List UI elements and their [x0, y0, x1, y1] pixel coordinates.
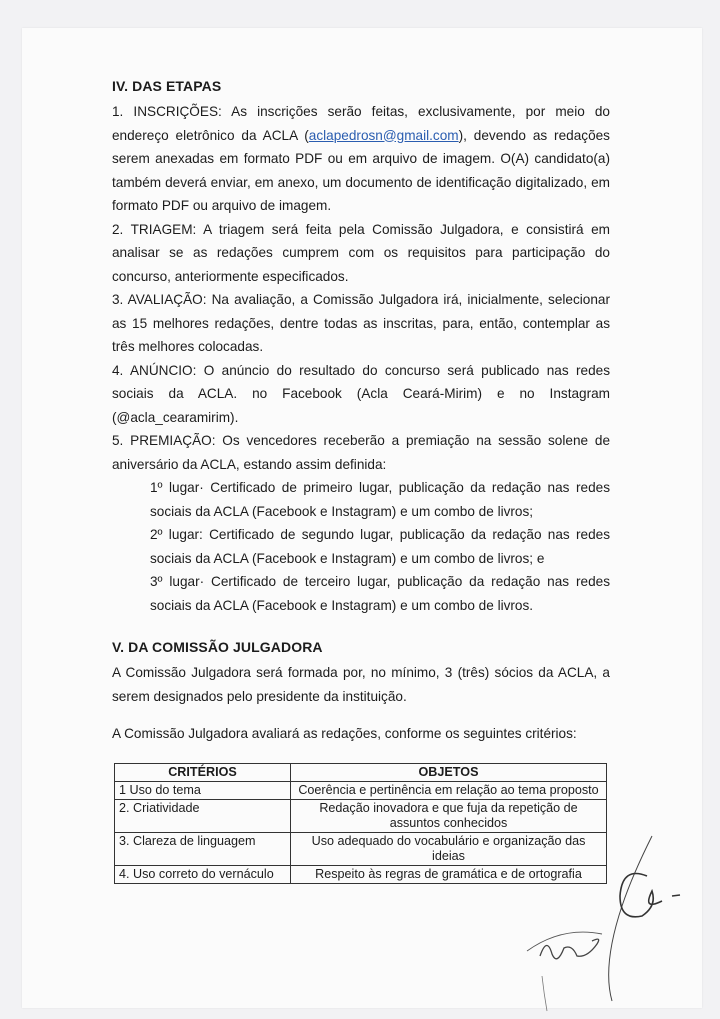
- paragraph-avaliacao: 3. AVALIAÇÃO: Na avaliação, a Comissão Julgadora irá, inicialmente, selecionar as 15 melhores redações, dentre todas as inscritas, para, então, contemplar as três melhores colocadas.: [112, 292, 610, 354]
- document-page: [22, 28, 702, 1008]
- table-header-row: [115, 763, 607, 781]
- paragraph-triagem: 2. TRIAGEM: A triagem será feita pela Comissão Julgadora, e consistirá em analisar se as redações cumprem com os requisitos para participação do concurso, anteriormente especificados.: [112, 221, 610, 284]
- header-criterios: CRITÉRIOS: [115, 763, 291, 781]
- objeto-cell: Uso adequado do vocabulário e organização das ideias: [291, 832, 607, 865]
- objeto-cell: Respeito às regras de gramática e de ortografia: [291, 865, 607, 883]
- handwritten-signature: [502, 816, 702, 1016]
- paragraph-comissao-formacao: A Comissão Julgadora será formada por, no mínimo, 3 (três) sócios da ACLA, a serem designados pelo presidente da instituição.: [112, 665, 610, 704]
- section-heading-etapas: IV. DAS ETAPAS: [112, 78, 222, 94]
- paragraph-comissao-criterios: A Comissão Julgadora avaliará as redações, conforme os seguintes critérios:: [112, 726, 577, 741]
- email-link[interactable]: aclapedrosn@gmail.com: [308, 127, 459, 143]
- objeto-cell: Redação inovadora e que fuja da repetição de assuntos conhecidos: [291, 799, 607, 832]
- document-content: [112, 78, 610, 884]
- criterio-cell: 2. Criatividade: [115, 799, 291, 832]
- section-heading-comissao: V. DA COMISSÃO JULGADORA: [112, 639, 323, 655]
- header-objetos: OBJETOS: [291, 763, 607, 781]
- criterio-cell: 1 Uso do tema: [115, 781, 291, 799]
- objeto-cell: Coerência e pertinência em relação ao tema proposto: [291, 781, 607, 799]
- prize-third: 3º lugar· Certificado de terceiro lugar, publicação da redação nas redes sociais da ACLA (Facebook e Instagram) e um combo de livros.: [150, 574, 610, 613]
- paragraph-premiacao: 5. PREMIAÇÃO: Os vencedores receberão a premiação na sessão solene de aniversário da ACLA, estando assim definida:: [112, 433, 610, 472]
- table-row: [115, 781, 607, 799]
- prize-first: 1º lugar· Certificado de primeiro lugar, publicação da redação nas redes sociais da ACLA (Facebook e Instagram) e um combo de livros;: [150, 480, 610, 519]
- prize-second: 2º lugar: Certificado de segundo lugar, publicação da redação nas redes sociais da ACLA (Facebook e Instagram) e um combo de livros; e: [150, 527, 610, 566]
- criterio-cell: 4. Uso correto do vernáculo: [115, 865, 291, 883]
- criterio-cell: 3. Clareza de linguagem: [115, 832, 291, 865]
- paragraph-inscricoes: 1. INSCRIÇÕES: As inscrições serão feitas, exclusivamente, por meio do endereço eletrônico da ACLA (aclapedrosn@gmail.com), devendo as redações serem anexadas em formato PDF ou em arquivo de imagem. O(A) candidato(a) também deverá enviar, em anexo, um documento de identificação digitalizado, em formato PDF ou arquivo de imagem.: [112, 104, 610, 213]
- paragraph-anuncio: 4. ANÚNCIO: O anúncio do resultado do concurso será publicado nas redes sociais da ACLA. no Facebook (Acla Ceará-Mirim) e no Instagram (@acla_cearamirim).: [112, 362, 610, 425]
